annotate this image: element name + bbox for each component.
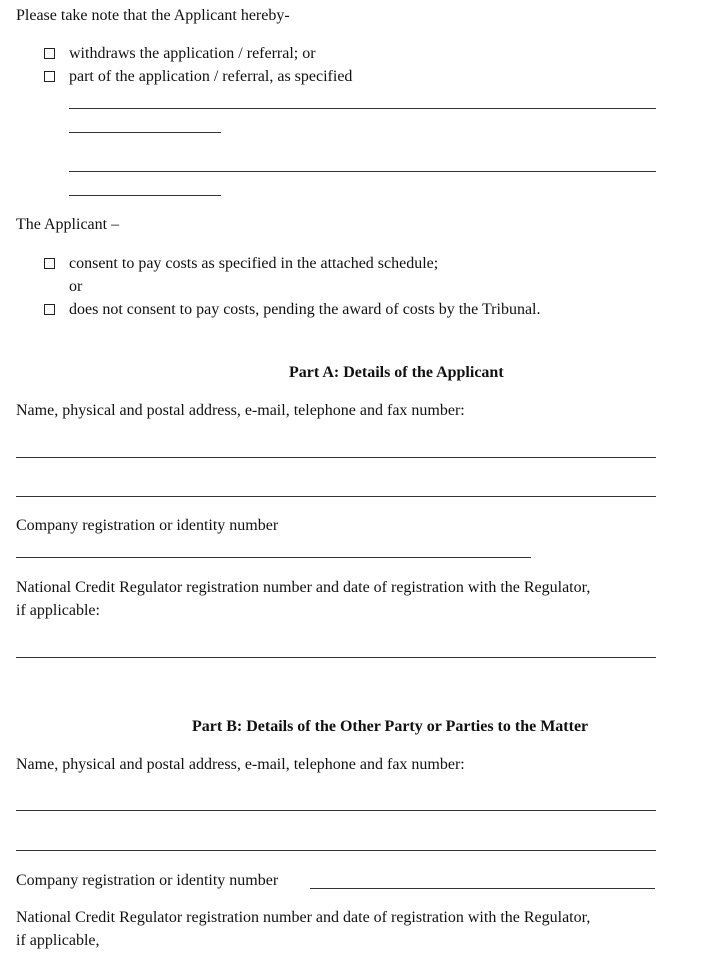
withdraw-part-checkbox[interactable] (44, 71, 55, 82)
part-b-ncr-label-line-1: National Credit Regulator registration number and date of registration with the Regulator, (16, 909, 591, 926)
applicant-heading: The Applicant – (16, 216, 120, 233)
part-a-ncr-label-line-2: if applicable: (16, 602, 100, 619)
part-b-title: Part B: Details of the Other Party or Parties to the Matter (192, 718, 589, 735)
withdraw-application-checkbox[interactable] (44, 48, 55, 59)
withdraw-part-label: part of the application / referral, as specified (69, 68, 353, 85)
intro-text: Please take note that the Applicant hereby- (16, 7, 290, 24)
part-a-ncr-label-line-1: National Credit Regulator registration number and date of registration with the Regulator, (16, 579, 591, 596)
specification-line-4[interactable] (69, 195, 221, 196)
part-b-company-label: Company registration or identity number (16, 872, 279, 889)
part-b-company-line[interactable] (310, 888, 655, 889)
part-a-title: Part A: Details of the Applicant (289, 364, 504, 381)
part-b-contact-line-2[interactable] (16, 850, 656, 851)
no-consent-costs-checkbox[interactable] (44, 304, 55, 315)
part-b-contact-label: Name, physical and postal address, e-mail, telephone and fax number: (16, 756, 465, 773)
no-consent-costs-label: does not consent to pay costs, pending the award of costs by the Tribunal. (69, 301, 541, 318)
consent-costs-checkbox[interactable] (44, 258, 55, 269)
part-a-ncr-line[interactable] (16, 657, 656, 658)
part-b-ncr-label-line-2: if applicable, (16, 932, 100, 949)
specification-line-2[interactable] (69, 132, 221, 133)
part-b-contact-line-1[interactable] (16, 810, 656, 811)
withdraw-application-label: withdraws the application / referral; or (69, 45, 316, 62)
specification-line-1[interactable] (69, 108, 656, 109)
part-a-contact-line-2[interactable] (16, 496, 656, 497)
consent-costs-label: consent to pay costs as specified in the attached schedule; (69, 255, 439, 272)
or-text: or (69, 278, 83, 295)
part-a-company-label: Company registration or identity number (16, 517, 279, 534)
part-a-company-line[interactable] (16, 557, 531, 558)
part-a-contact-label: Name, physical and postal address, e-mail, telephone and fax number: (16, 402, 465, 419)
part-a-contact-line-1[interactable] (16, 457, 656, 458)
specification-line-3[interactable] (69, 171, 656, 172)
